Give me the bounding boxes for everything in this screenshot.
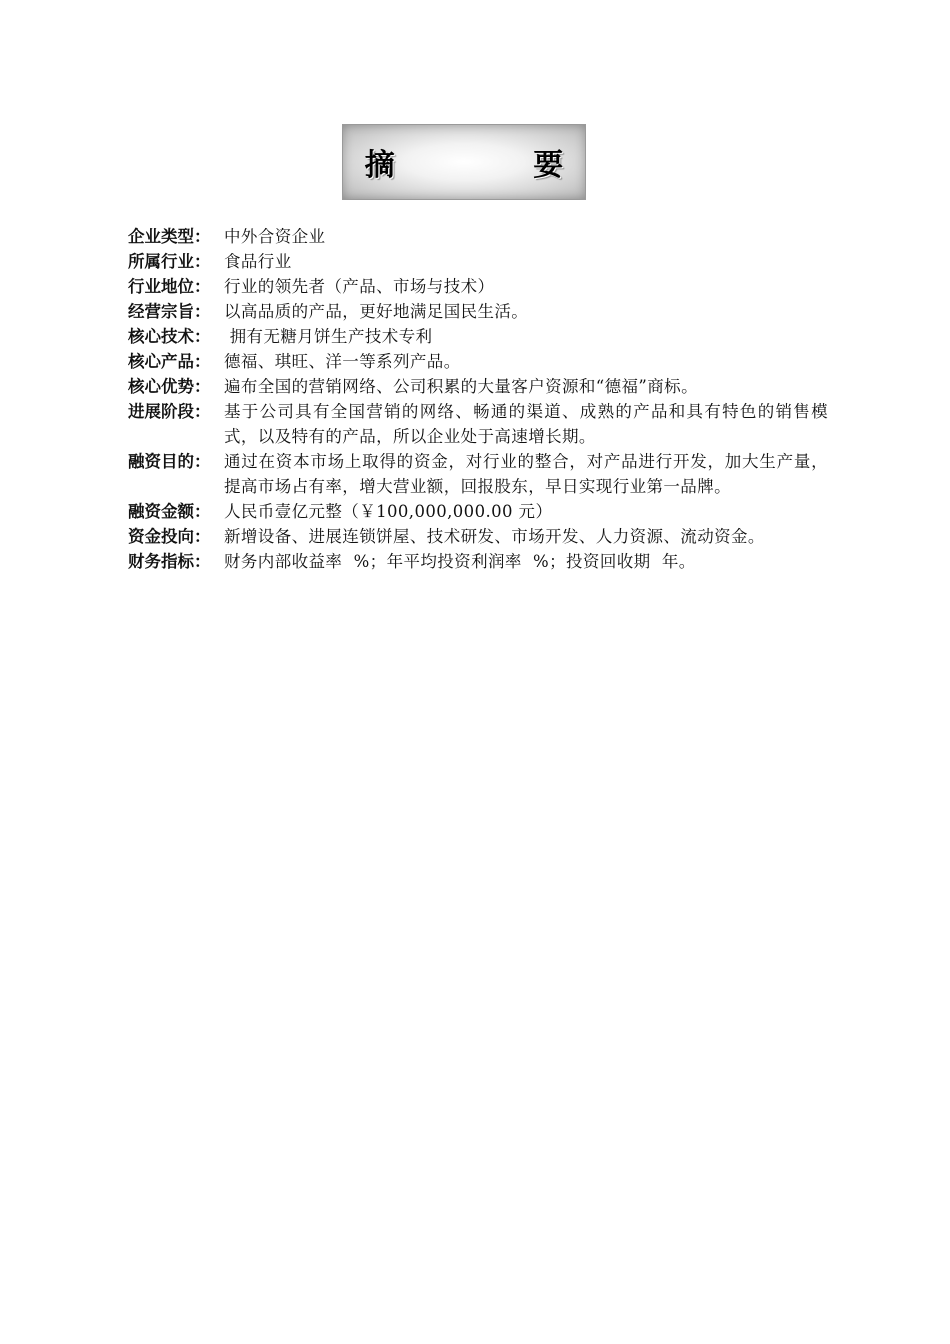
summary-row-development-stage <box>128 399 828 449</box>
summary-row-industry-position <box>128 274 828 299</box>
row-value: 中外合资企业 <box>224 227 326 246</box>
summary-row-business-purpose <box>128 299 828 324</box>
summary-row-core-advantages <box>128 374 828 399</box>
row-value: 人民币壹亿元整（￥100,000,000.00 元） <box>224 502 553 521</box>
row-value: 遍布全国的营销网络、公司积累的大量客户资源和“德福”商标。 <box>224 377 698 396</box>
row-label: 所属行业： <box>128 252 211 271</box>
row-label: 进展阶段： <box>128 402 211 421</box>
row-label: 核心产品： <box>128 352 211 371</box>
row-value: 新增设备、进展连锁饼屋、技术研发、市场开发、人力资源、流动资金。 <box>224 527 765 546</box>
summary-row-industry <box>128 249 828 274</box>
summary-row-financial-indicators <box>128 549 828 574</box>
summary-row-core-technology <box>128 324 828 349</box>
summary-title-box <box>342 124 628 200</box>
row-value: 以高品质的产品，更好地满足国民生活。 <box>224 302 529 321</box>
row-value: 食品行业 <box>224 252 292 271</box>
row-value: 拥有无糖月饼生产技术专利 <box>224 327 433 346</box>
row-label: 经营宗旨： <box>128 302 211 321</box>
summary-row-fund-allocation <box>128 524 828 549</box>
row-label: 资金投向： <box>128 527 211 546</box>
summary-row-enterprise-type <box>128 224 828 249</box>
row-label: 企业类型： <box>128 227 211 246</box>
row-label: 核心优势： <box>128 377 211 396</box>
row-value: 基于公司具有全国营销的网络、畅通的渠道、成熟的产品和具有特色的销售模式，以及特有的产品，所以企业处于高速增长期。 <box>224 402 828 446</box>
row-value: 财务内部收益率 %；年平均投资利润率 %；投资回收期 年。 <box>224 552 696 571</box>
row-label: 行业地位： <box>128 277 211 296</box>
row-label: 核心技术： <box>128 327 211 346</box>
summary-list <box>128 224 828 574</box>
summary-title: 摘 要 <box>364 148 628 183</box>
summary-row-financing-purpose <box>128 449 828 499</box>
row-label: 融资目的： <box>128 452 211 471</box>
row-value: 德福、琪旺、洋一等系列产品。 <box>224 352 461 371</box>
row-label: 财务指标： <box>128 552 211 571</box>
summary-row-financing-amount <box>128 499 828 524</box>
row-value: 行业的领先者（产品、市场与技术） <box>224 277 495 296</box>
summary-row-core-products <box>128 349 828 374</box>
row-value: 通过在资本市场上取得的资金，对行业的整合，对产品进行开发，加大生产量，提高市场占有率，增大营业额，回报股东，早日实现行业第一品牌。 <box>224 452 828 496</box>
row-label: 融资金额： <box>128 502 211 521</box>
